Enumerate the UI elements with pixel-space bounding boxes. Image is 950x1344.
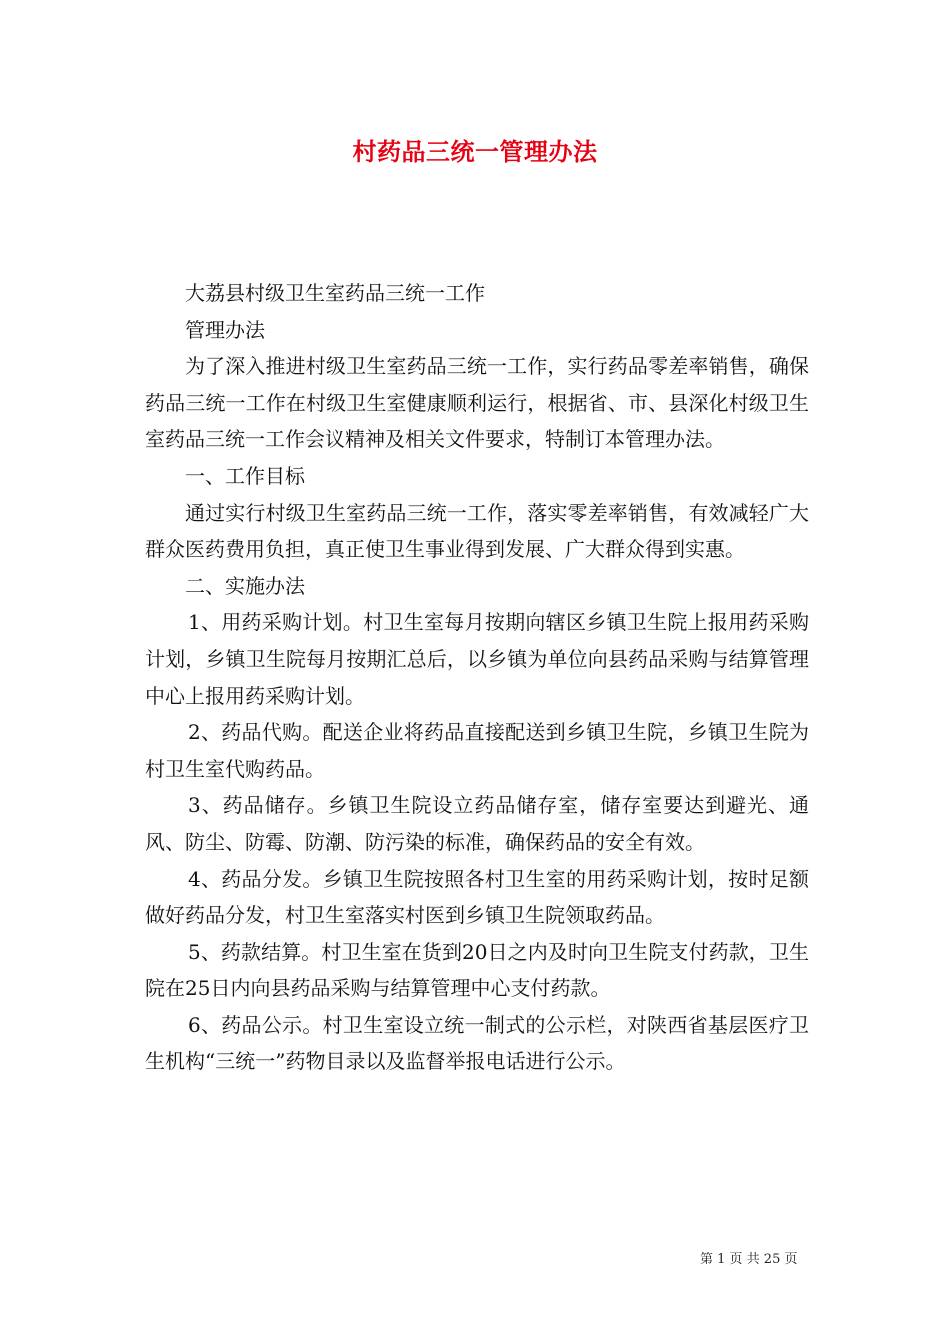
section-heading-methods: 二、实施办法 xyxy=(185,573,305,598)
intro-paragraph: 为了深入推进村级卫生室药品三统一工作，实行药品零差率销售，确保药品三统一工作在村级卫生室健康顺利运行，根据省、市、县深化村级卫生室药品三统一工作会议精神及相关文件要求，特制订本管理办法。 xyxy=(145,354,809,452)
subtitle-line-1: 大荔县村级卫生室药品三统一工作 xyxy=(185,281,485,305)
document-body xyxy=(145,275,809,1080)
method-item-2: 2、药品代购。配送企业将药品直接配送到乡镇卫生院，乡镇卫生院为村卫生室代购药品。 xyxy=(145,720,809,781)
method-item-5: 5、药款结算。村卫生室在货到20日之内及时向卫生院支付药款，卫生院在25日内向县药品采购与结算管理中心支付药款。 xyxy=(145,939,809,1001)
method-item-1: 1、用药采购计划。村卫生室每月按期向辖区乡镇卫生院上报用药采购计划，乡镇卫生院每月按期汇总后，以乡镇为单位向县药品采购与结算管理中心上报用药采购计划。 xyxy=(145,610,809,708)
method-item-4: 4、药品分发。乡镇卫生院按照各村卫生室的用药采购计划，按时足额做好药品分发，村卫生室落实村医到乡镇卫生院领取药品。 xyxy=(145,866,809,928)
method-item-3: 3、药品储存。乡镇卫生院设立药品储存室，储存室要达到避光、通风、防尘、防霉、防潮、防污染的标准，确保药品的安全有效。 xyxy=(145,793,809,854)
section-heading-goals: 一、工作目标 xyxy=(185,463,305,488)
subtitle-line-2: 管理办法 xyxy=(185,317,265,342)
method-item-6: 6、药品公示。村卫生室设立统一制式的公示栏，对陕西省基层医疗卫生机构“三统一”药物目录以及监督举报电话进行公示。 xyxy=(145,1012,809,1074)
goals-paragraph: 通过实行村级卫生室药品三统一工作，落实零差率销售，有效减轻广大群众医药费用负担，真正使卫生事业得到发展、广大群众得到实惠。 xyxy=(145,500,809,562)
page-number: 第 1 页 共 25 页 xyxy=(700,1252,798,1267)
document-title: 村药品三统一管理办法 xyxy=(352,137,598,166)
